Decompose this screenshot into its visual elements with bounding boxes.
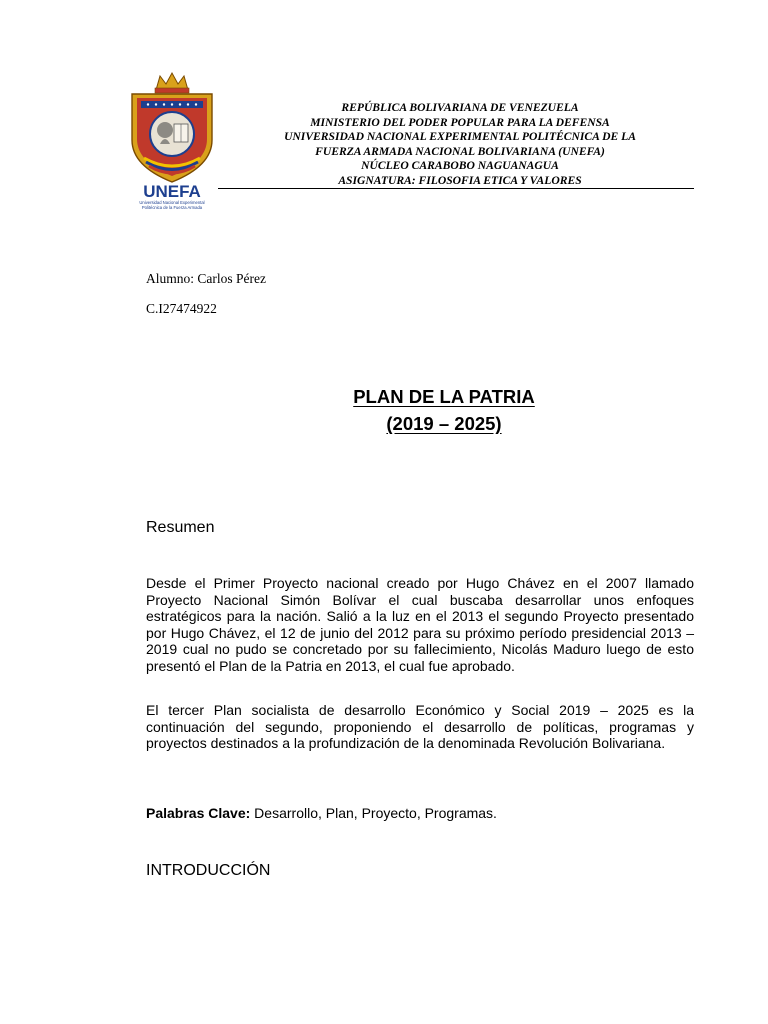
document-title: PLAN DE LA PATRIA: [353, 386, 535, 407]
header-line-nucleo: NÚCLEO CARABOBO NAGUANAGUA: [361, 159, 559, 173]
keywords-value: Desarrollo, Plan, Proyecto, Programas.: [250, 805, 497, 821]
header-divider: [218, 188, 694, 189]
header-line-republic: REPÚBLICA BOLIVARIANA DE VENEZUELA: [341, 101, 579, 114]
unefa-logo: [126, 70, 218, 212]
student-id: C.I27474922: [146, 301, 217, 316]
header-line-fuerza-armada: FUERZA ARMADA NACIONAL BOLIVARIANA (UNEFA): [315, 144, 605, 158]
student-name: Alumno: Carlos Pérez: [146, 271, 266, 286]
institution-header: [222, 101, 698, 189]
keywords: [146, 805, 497, 821]
resumen-heading: Resumen: [146, 519, 215, 536]
logo-subtitle-2: Politécnica de la Fuerza Armada: [141, 205, 203, 210]
introduccion-heading: INTRODUCCIÓN: [146, 862, 271, 879]
document-title-years: (2019 – 2025): [386, 413, 502, 434]
logo-wordmark: UNEFA: [143, 182, 201, 201]
header-line-asignatura: ASIGNATURA: FILOSOFIA ETICA Y VALORES: [338, 173, 582, 187]
header-line-ministry: MINISTERIO DEL PODER POPULAR PARA LA DEFENSA: [310, 115, 610, 129]
logo-subtitle-1: Universidad Nacional Experimental: [139, 200, 205, 205]
keywords-label: Palabras Clave:: [146, 805, 251, 821]
header-line-university: UNIVERSIDAD NACIONAL EXPERIMENTAL POLITÉCNICA DE LA: [284, 130, 636, 144]
resumen-paragraph-1: Desde el Primer Proyecto nacional creado por Hugo Chávez en el 2007 llamado Proyecto Nacional Simón Bolívar el cual buscaba desarrollar unos enfoques estratégicos para la nación. Salió a la luz en el 2013 el segundo Proyecto presentado por Hugo Chávez, el 12 de junio del 2012 para su próximo período presidencial 2013 – 2019 cual no pudo se concretado por su fallecimiento, Nicolás Maduro luego de esto presentó el Plan de la Patria en 2013, el cual fue aprobado.: [146, 575, 694, 674]
resumen-paragraph-2: El tercer Plan socialista de desarrollo Económico y Social 2019 – 2025 es la continuación del segundo, proponiendo el desarrollo de políticas, programas y proyectos destinados a la profundización de la denominada Revolución Bolivariana.: [146, 702, 694, 751]
